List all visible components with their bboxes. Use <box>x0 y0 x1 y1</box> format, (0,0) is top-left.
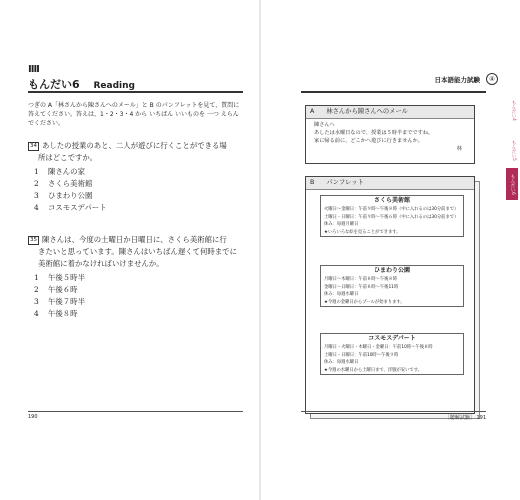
option-4[interactable]: 4 午後８時 <box>34 309 78 318</box>
venue-line: 月曜日〜木曜日：午前８時〜午後８時 <box>324 277 398 282</box>
question-stem-cont: きたいと思っています。陳さんはいちばん遅くて何時までに美術館に着かなければいけませんか。 <box>38 247 237 268</box>
section-title-jp: もんだい6 <box>28 78 80 91</box>
option-4[interactable]: 4 コスモスデパート <box>34 203 107 212</box>
venue-line: 金曜日〜日曜日：午前８時〜午後11時 <box>324 284 399 290</box>
email-box <box>305 105 475 164</box>
question-stem: 陳さんは、今度の土曜日か日曜日に、さくら美術館に行 <box>42 235 227 244</box>
option-1[interactable]: 1 陳さんの家 <box>34 167 85 176</box>
section-title-en: Reading <box>93 81 135 91</box>
email-signature: 林 <box>456 146 462 152</box>
option-2[interactable]: 2 午後６時 <box>34 285 78 294</box>
option-3[interactable]: 3 午後７時半 <box>34 297 85 306</box>
exam-number-badge: ④ <box>486 73 498 85</box>
email-box-header <box>306 106 474 119</box>
instruction-text: つぎの A「林さんから陳さんへのメール」と B のパンフレットを見て、質問に答えてください。答えは、1・2・3・4 から いちばん いいものを 一つ えらんでください。 <box>28 102 240 127</box>
pamphlet-title: パンフレット <box>326 179 364 186</box>
pamphlet-header <box>306 177 474 190</box>
header-divider <box>28 91 243 93</box>
box-label: A <box>310 108 315 115</box>
side-tab-mondai6[interactable]: もんだい6 <box>506 168 518 200</box>
page-footer-right <box>445 414 486 421</box>
venue-card-himawari <box>320 265 464 307</box>
email-line: 陳さんへ <box>314 122 335 128</box>
option-1[interactable]: 1 午後５時半 <box>34 273 85 282</box>
footer-label: ［聴解試験］ <box>444 415 475 421</box>
venue-card-cosmos <box>320 333 464 375</box>
footer-divider <box>28 411 243 412</box>
venue-line: ★今週の金曜日からプールが始まります。 <box>324 299 405 305</box>
email-body <box>306 119 474 153</box>
venue-name: ひまわり公園 <box>373 267 410 274</box>
question-number: 34 <box>30 143 37 149</box>
venue-name: さくら美術館 <box>373 197 410 204</box>
section-mark: IIII <box>28 64 39 75</box>
venue-line: ★いろいろな絵を見ることができます。 <box>324 229 401 235</box>
venue-line: 土曜日・日曜日：午前10時〜午後９時 <box>324 352 399 358</box>
question-35 <box>28 234 243 320</box>
footer-divider <box>301 411 486 412</box>
side-tab-mondai5[interactable]: もんだい5 <box>511 140 516 161</box>
left-page <box>0 0 259 500</box>
venue-line: ★今週の水曜日から土曜日まで、洋服が安いです。 <box>324 367 422 373</box>
venue-line: 土曜日・日曜日：午前９時〜午後６時（中に入れるのは30分前まで） <box>324 214 459 220</box>
side-tab-mondai4[interactable]: もんだい4 <box>511 100 516 121</box>
exam-title: 日本語能力試験 <box>434 76 480 84</box>
question-34 <box>28 140 243 214</box>
question-number: 35 <box>30 237 37 243</box>
option-3[interactable]: 3 ひまわり公園 <box>34 191 93 200</box>
right-page <box>261 0 520 500</box>
venue-line: 休み：毎週水曜日 <box>324 360 359 366</box>
pamphlet-box <box>305 176 475 414</box>
page-number-right: 191 <box>476 415 486 421</box>
section-title <box>28 76 135 92</box>
email-line: あしたは水曜日なので、授業は５時半までですね。 <box>314 130 434 136</box>
email-line: 家に帰る前に、どこかへ遊びに行きませんか。 <box>314 138 423 144</box>
question-stem: あしたの授業のあと、二人が遊びに行くことができる場 <box>42 141 227 150</box>
venue-line: 休み：毎週水曜日 <box>324 292 359 298</box>
email-box-title: 林さんから陳さんへのメール <box>326 108 408 115</box>
venue-line: 休み：毎週月曜日 <box>324 222 359 228</box>
option-2[interactable]: 2 さくら美術館 <box>34 179 93 188</box>
venue-card-sakura <box>320 195 464 237</box>
page-number-left: 190 <box>28 414 38 420</box>
question-stem-cont: 所はどこですか。 <box>38 153 98 162</box>
venue-line: 月曜日・火曜日・木曜日・金曜日：午前10時〜午後８時 <box>324 345 433 350</box>
box-label: B <box>310 179 315 186</box>
venue-name: コスモスデパート <box>368 335 416 342</box>
venue-line: 火曜日〜金曜日：午前９時〜午後８時（中に入れるのは30分前まで） <box>324 207 459 212</box>
header-divider <box>301 91 486 93</box>
